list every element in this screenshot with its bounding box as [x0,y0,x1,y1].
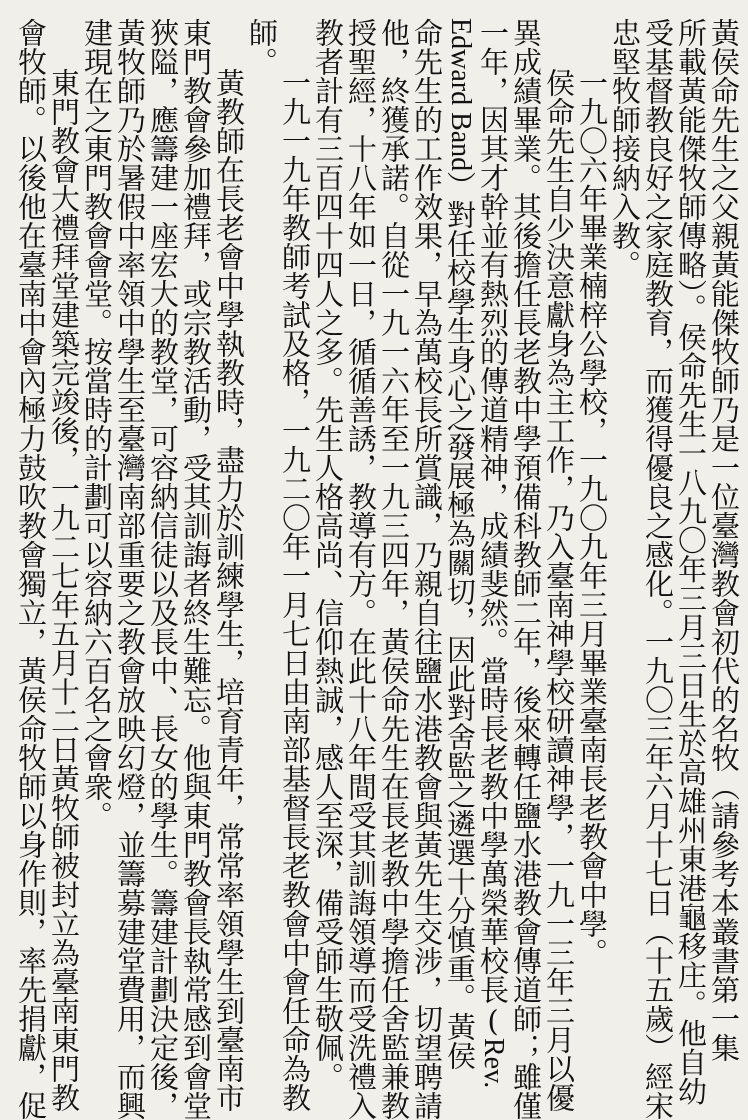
text-column-4: 忠堅牧師接納入教。 [608,18,642,279]
text-column-21: 東門教會大禮拜堂建築完竣後，一九二七年五月十二日黃牧師被封立為臺南東門教 [47,68,81,1112]
text-column-16: 黃教師在長老會中學執教時，盡力於訓練學生，培育青年，常常率領學生到臺南市 [212,68,246,1112]
text-column-14: 一九一九年教師考試及格，一九二〇年一月七日由南部基督長老教會中會任命為教 [278,68,312,1112]
text-column-1: 黃侯命先生之父親黃能傑牧師乃是一位臺灣教會初代的名牧（請參考本叢書第一集 [707,18,741,1062]
text-column-12: 授聖經，十八年如一日，循循善誘，教導有方。在此十八年間受其訓誨領導而受洗禮入 [344,18,378,1120]
text-column-8: 一年，因其才幹並有熱烈的傳道精神，成績斐然。當時長老教中學萬榮華校長(Rev. [476,18,510,1089]
text-column-9: Edward Band）對任校學生身心之發展極為關切，因此對舍監之遴選十分慎重。黃侯 [443,18,477,1071]
text-column-19: 黃牧師乃於暑假中率領中學生至臺灣南部重要之教會放映幻燈，並籌募建堂費用，而興 [113,18,147,1120]
latin-text-run: Rev. [478,1038,509,1089]
text-column-10: 命先生的工作效果，早為萬校長所賞識，乃親自往鹽水港教會與黃先生交涉，切望聘請 [410,18,444,1120]
text-column-13: 教者計有三百四十四人之多。先生人格高尚、信仰熱誠，感人至深，備受師生敬佩。 [311,18,345,1091]
text-column-2: 所載黃能傑牧師傳略）。侯命先生一八九〇年三月三日生於高雄州東港龜移庄。他自幼 [674,18,708,1106]
text-column-22: 會牧師。以後他在臺南中會內極力鼓吹教會獨立，黃侯命牧師以身作則，率先捐獻，促 [14,18,48,1120]
text-column-18: 狹隘，應籌建一座宏大的教堂，可容納信徒以及長中、長女的學生。籌建計劃決定後， [146,18,180,1120]
text-column-6: 侯命先生自少決意獻身為主工作，乃入臺南神學校研讀神學，一九一三年三月以優 [542,68,576,1112]
text-column-11: 他，終獲承諾。自從一九一六年至一九三四年，黃侯命先生在長老教中學擔任舍監兼教 [377,18,411,1120]
text-column-17: 東門教會參加禮拜，或宗教活動，受其訓誨者終生難忘。他與東門教會長執常感到會堂 [179,18,213,1120]
text-column-15: 師。 [245,18,279,76]
text-column-7: 異成績畢業。其後擔任長老教中學預備科教師二年，後來轉任鹽水港教會傳道師；雖僅 [509,18,543,1120]
latin-text-run: Edward Band [445,18,476,172]
text-column-5: 一九〇六年畢業楠梓公學校，一九〇九年三月畢業臺南長老教會中學。 [575,68,609,967]
text-column-20: 建現在之東門教會會堂。按當時的計劃可以容納六百名之會衆。 [80,18,114,830]
text-column-3: 受基督教良好之家庭教育，而獲得優良之感化。一九〇三年六月十七日（十五歲）經宋 [641,18,675,1120]
